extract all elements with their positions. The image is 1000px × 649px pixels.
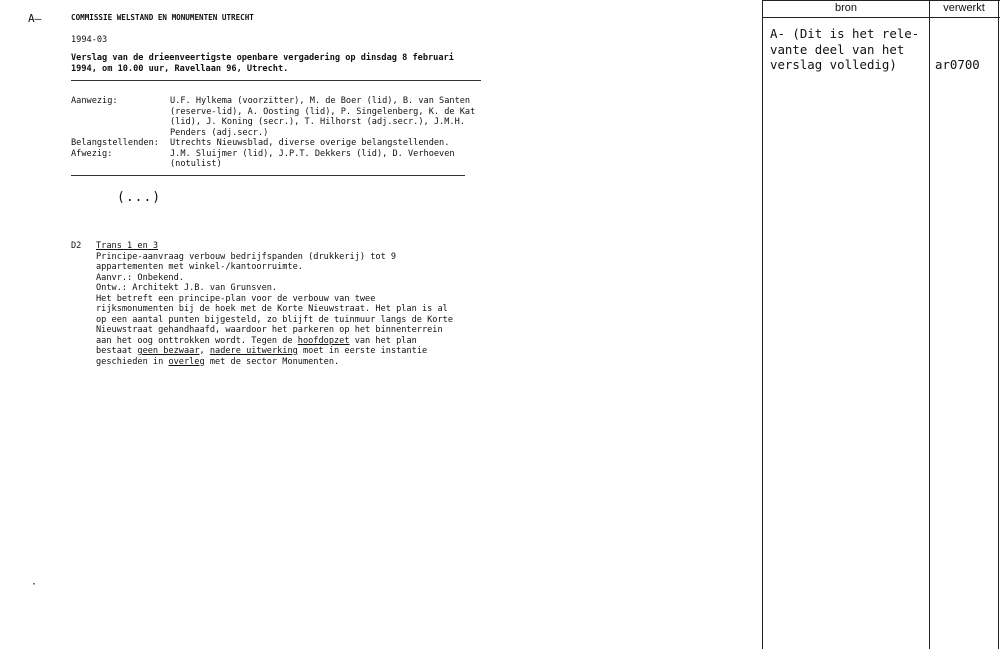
header-verwerkt: verwerkt xyxy=(943,2,985,14)
processed-value: ar0700 xyxy=(935,57,980,72)
text-run: moet in eerste instantie xyxy=(297,346,428,356)
underlined-term: overleg xyxy=(168,356,205,367)
item-line: rijksmonumenten bij de hoek met de Korte Nieuwstraat. Het plan is al xyxy=(96,304,448,314)
text-run: aan het oog onttrokken wordt. Tegen de xyxy=(96,335,298,346)
document-code: 1994-03 xyxy=(71,35,108,45)
source-note-line: A- (Dit is het rele- xyxy=(770,26,920,41)
absent-line: J.M. Sluijmer (lid), J.P.T. Dekkers (lid), D. Verhoeven xyxy=(170,148,455,159)
item-line: Principe-aanvraag verbouw bedrijfspanden (drukkerij) tot 9 xyxy=(96,251,397,262)
margin-mark: A– xyxy=(28,12,42,25)
absent-label: Afwezig: xyxy=(71,148,113,159)
item-line: Nieuwstraat gehandhaafd, waardoor het parkeren op het binnenterrein xyxy=(96,325,443,335)
item-line: Het betreft een principe-plan voor de verbouw van twee xyxy=(96,293,376,304)
header-bron: bron xyxy=(834,2,858,14)
report-line-1: Verslag van de drieenveertigste openbare vergadering op dinsdag 8 februari xyxy=(71,53,454,63)
underlined-term: hoofdopzet xyxy=(297,335,350,346)
document-title: COMMISSIE WELSTAND EN MONUMENTEN UTRECHT xyxy=(71,13,254,22)
item-number: D2 xyxy=(71,241,82,251)
stakeholders-line: Utrechts Nieuwsblad, diverse overige belangstellenden. xyxy=(170,138,450,148)
report-line-2: 1994, om 10.00 uur, Ravellaan 96, Utrecht. xyxy=(71,64,289,74)
item-line: Ontw.: Architekt J.B. van Grunsven. xyxy=(96,283,278,293)
item-line: appartementen met winkel-/kantoorruimte. xyxy=(96,262,303,272)
text-run: bestaat xyxy=(96,346,138,356)
underlined-term: geen bezwaar xyxy=(137,346,200,356)
text-run: geschieden in xyxy=(96,356,169,367)
item-line xyxy=(96,346,427,357)
present-line: U.F. Hylkema (voorzitter), M. de Boer (lid), B. van Santen xyxy=(170,96,471,106)
table-header-divider xyxy=(762,17,1000,18)
text-run: met de sector Monumenten. xyxy=(204,356,340,367)
item-line xyxy=(96,336,417,347)
item-line: op een aantal punten bijgesteld, zo blijft de tuinmuur langs de Korte xyxy=(96,314,453,325)
ellipsis: (...) xyxy=(117,190,162,205)
text-run: , xyxy=(199,346,210,356)
table-right-border xyxy=(998,0,999,649)
absent-line: (notulist) xyxy=(170,159,222,169)
source-note-line: verslag volledig) xyxy=(770,57,897,72)
stakeholders-label: Belangstellenden: xyxy=(71,138,159,148)
divider-bottom xyxy=(71,175,465,176)
item-line: Aanvr.: Onbekend. xyxy=(96,272,184,283)
text-run: van het plan xyxy=(349,335,417,346)
item-line xyxy=(96,357,339,368)
present-line: (lid), J. Koning (secr.), T. Hilhorst (adj.secr.), J.M.H. xyxy=(170,117,465,127)
underlined-term: nadere uitwerking xyxy=(209,346,298,356)
source-note-line: vante deel van het xyxy=(770,41,905,57)
table-top-border xyxy=(762,0,1000,1)
present-line: (reserve-lid), A. Oosting (lid), P. Singelenberg, K. de Kat xyxy=(170,106,476,117)
item-heading: Trans 1 en 3 xyxy=(96,241,159,251)
stray-mark: · xyxy=(31,579,38,590)
divider-top xyxy=(71,80,481,81)
table-column-divider xyxy=(929,0,930,649)
present-label: Aanwezig: xyxy=(71,96,118,106)
present-line: Penders (adj.secr.) xyxy=(170,127,269,138)
table-left-border xyxy=(762,0,763,649)
